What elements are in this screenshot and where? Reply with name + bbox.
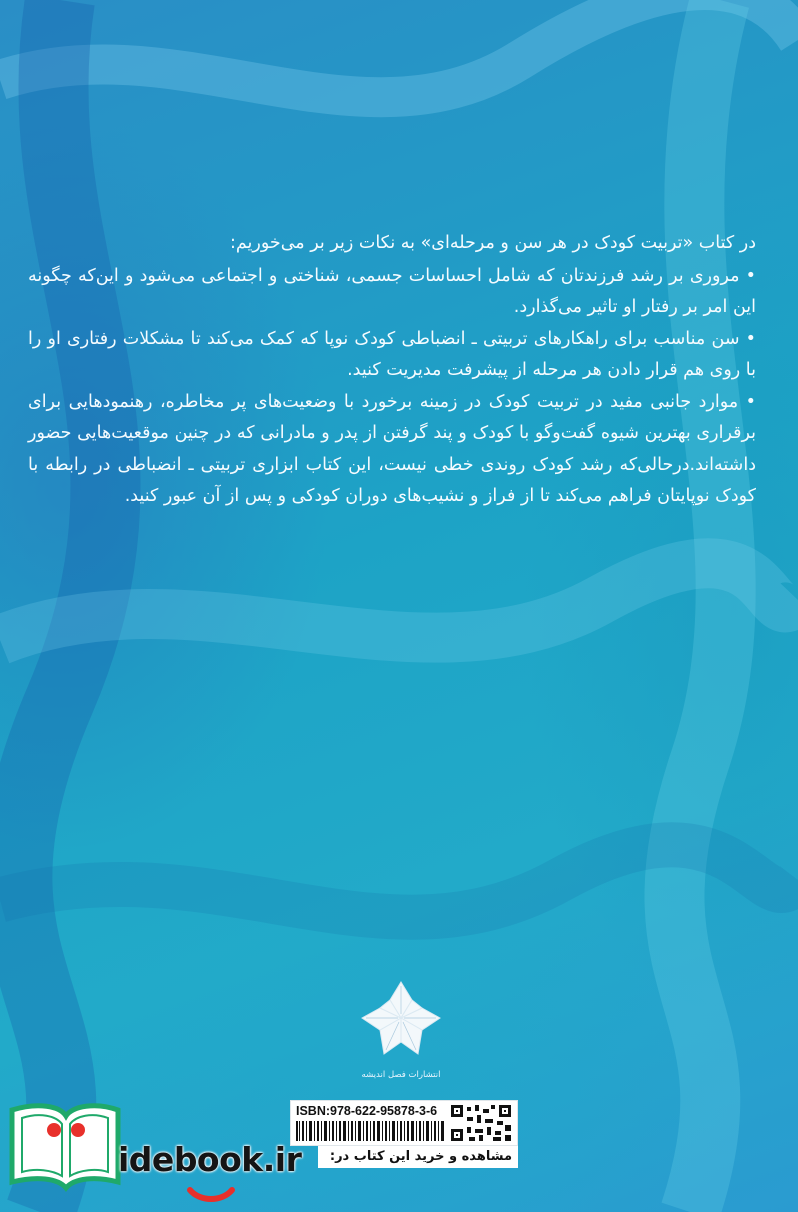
qr-code-icon xyxy=(449,1103,513,1143)
ad-text: مشاهده و خرید این کتاب در: xyxy=(329,1149,512,1164)
idebook-brand[interactable]: idebook.ir xyxy=(118,1140,302,1179)
blurb-bullet-2: • سن مناسب برای راهکارهای تربیتی ـ انضباطی کودک نوپا که کمک می‌کند تا مشکلات رفتاری او را با روی هم قرار دادن هر مرحله از پیشرفت مدیریت کنید. xyxy=(28,328,756,380)
publisher-name: انتشارات فصل اندیشه xyxy=(361,1070,441,1080)
ad-banner[interactable] xyxy=(318,1146,518,1168)
blurb-bullet-3: • موارد جانبی مفید در تربیت کودک در زمینه برخورد با وضعیت‌های پر مخاطره، رهنمودهایی برای برقراری بهترین شیوه گفت‌وگو با کودک و پند گرفتن از پدر و مادرانی که در چنین موقعیت‌هایی حضور داشته‌اند.درحالی‌که رشد کودک روندی خطی نیست، این کتاب ابزاری تربیتی ـ انضباطی در رابطه با کودک نوپایتان فراهم می‌کند تا از فراز و نشیب‌های دوران کودکی و پس از آن عبور کنید. xyxy=(28,391,756,506)
back-cover-blurb xyxy=(28,228,756,513)
blurb-bullet-1: • مروری بر رشد فرزندتان که شامل احساسات جسمی، شناختی و اجتماعی می‌شود و این‌که چگونه این امر بر رفتار او تاثیر می‌گذارد. xyxy=(28,265,756,317)
isbn-number: ISBN:978-622-95878-3-6 xyxy=(296,1104,438,1118)
book-star-logo-icon xyxy=(356,978,446,1070)
blurb-intro: در کتاب «تربیت کودک در هر سن و مرحله‌ای» به نکات زیر بر می‌خوریم: xyxy=(229,233,756,253)
